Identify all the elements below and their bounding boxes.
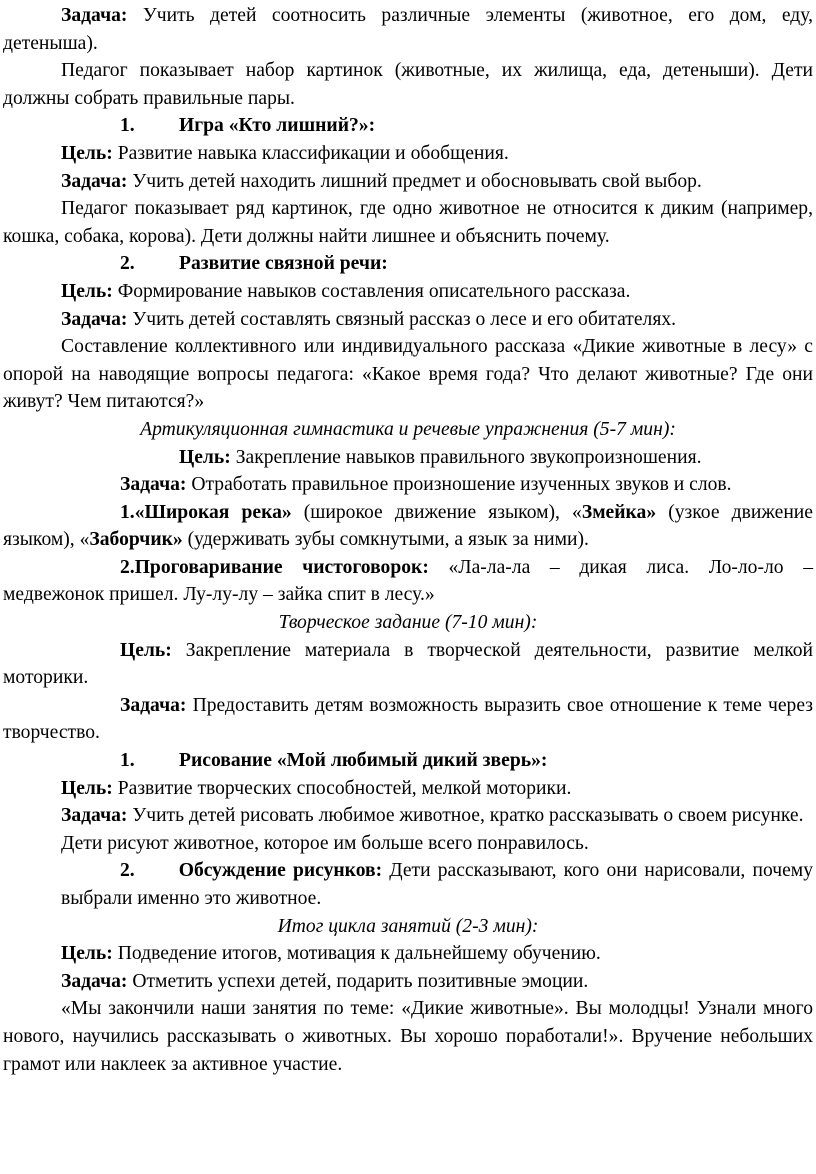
label: Задача: [61,5,128,26]
paragraph-goal: Цель: Формирование навыков составления описательного рассказа. [61,280,631,302]
heading-drawing: 1. Рисование «Мой любимый дикий зверь»: [120,750,548,772]
paragraph-task: Задача: Учить детей составлять связный рассказ о лесе и его обитателях. [61,308,677,330]
paragraph-tongue-twisters: 2.Проговаривание чистоговорок: «Ла-ла-ла – дикая лиса. Ло-ло-ло – медвежонок пришел. Лу-лу-лу – зайка спит в лесу.» [3,556,813,606]
paragraph-goal: Цель: Подведение итогов, мотивация к дальнейшему обучению. [61,943,601,965]
paragraph-task: Задача: Учить детей находить лишний предмет и обосновывать свой выбор. [61,170,702,192]
paragraph-description: Педагог показывает набор картинок (животные, их жилища, еда, детеныши). Дети должны собрать правильные пары. [3,60,813,109]
paragraph-description: Педагог показывает ряд картинок, где одно животное не относится к диким (например, кошка, собака, корова). Дети должны найти лишнее и объяснить почему. [3,198,813,247]
paragraph-task: Задача: Учить детей соотносить различные элементы (животное, его дом, еду, детеныша). [3,5,813,54]
paragraph-goal: Цель: Развитие творческих способностей, мелкой моторики. [61,777,572,799]
paragraph-goal: Цель: Закрепление материала в творческой деятельности, развитие мелкой моторики. [3,639,813,689]
paragraph-task: Задача: Предоставить детям возможность выразить свое отношение к теме через творчество. [3,694,813,744]
section-title-articulation: Артикуляционная гимнастика и речевые упражнения (5-7 мин): [140,418,676,440]
paragraph-exercises: 1.«Широкая река» (широкое движение языком), «Змейка» (узкое движение языком), «Заборчик» (удерживать зубы сомкнутыми, а язык за ними). [3,501,813,551]
section-title-summary: Итог цикла занятий (2-3 мин): [277,915,539,937]
paragraph-description: Составление коллективного или индивидуального рассказа «Дикие животные в лесу» с опорой на наводящие вопросы педагога: «Какое время года? Что делают животные? Где они живут? Чем питаются?» [3,336,813,413]
heading-speech-development: 2. Развитие связной речи: [120,253,388,275]
paragraph-description: Дети рисуют животное, которое им больше всего понравилось. [61,832,589,854]
paragraph-goal: Цель: Закрепление навыков правильного звукопроизношения. [179,446,702,468]
paragraph-discussion: 2. Обсуждение рисунков: Дети рассказывают, кого они нарисовали, почему выбрали именно это животное. [61,860,813,909]
paragraph-closing-speech: «Мы закончили наши занятия по теме: «Дикие животные». Вы молодцы! Узнали много нового, научились рассказывать о животных. Вы хорошо поработали!». Вручение небольших грамот или наклеек за активное участие. [3,998,813,1075]
section-title-creative: Творческое задание (7-10 мин): [278,612,538,634]
paragraph-task: Задача: Учить детей рисовать любимое животное, кратко рассказывать о своем рисунке. [61,805,804,827]
paragraph-task: Задача: Отметить успехи детей, подарить позитивные эмоции. [61,970,589,992]
paragraph-task: Задача: Отработать правильное произношение изученных звуков и слов. [120,474,732,496]
paragraph-goal: Цель: Развитие навыка классификации и обобщения. [61,142,509,164]
heading-game-odd-one: 1. Игра «Кто лишний?»: [120,115,376,137]
